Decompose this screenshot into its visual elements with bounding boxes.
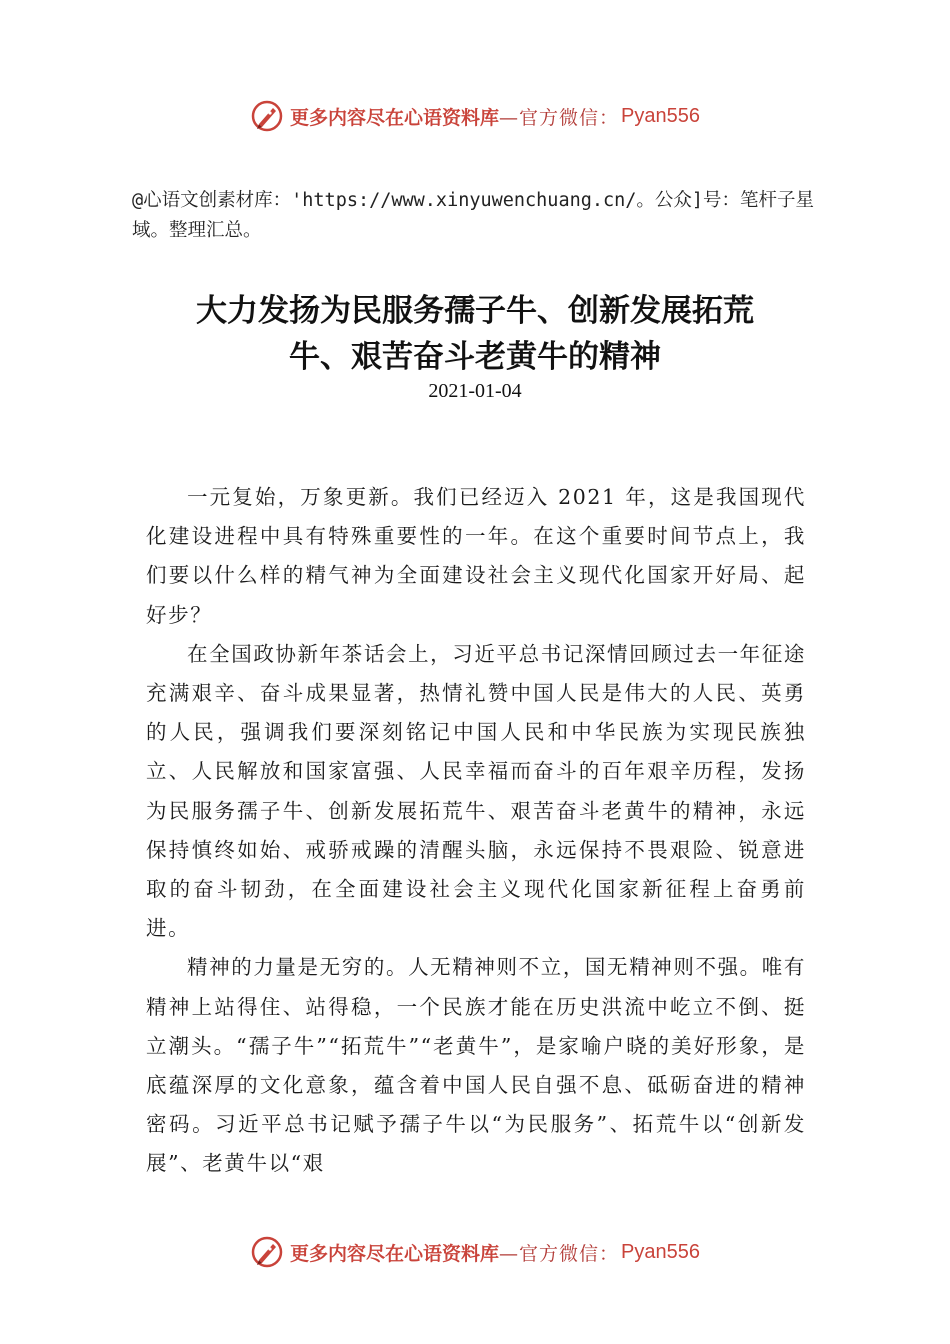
pen-logo-icon: [250, 99, 284, 133]
article-date: 2021-01-04: [428, 380, 522, 402]
banner-wechat-label: —官方微信：: [499, 1242, 620, 1265]
banner-wechat-id: Pyan556: [621, 1240, 700, 1263]
footer-banner: [0, 1232, 950, 1272]
banner-site-name: 更多内容尽在心语资料库: [290, 106, 500, 129]
source-note: @心语文创素材库：'https://www.xinyuwenchuang.cn/。公众]号：笔杆子星域。整理汇总。: [132, 190, 815, 241]
title-line-2: 牛、艰苦奋斗老黄牛的精神: [289, 339, 661, 375]
banner-site-name: 更多内容尽在心语资料库: [290, 1242, 500, 1265]
paragraph: 一元复始，万象更新。我们已经迈入 2021 年，这是我国现代化建设进程中具有特殊重要性的一年。在这个重要时间节点上，我们要以什么样的精气神为全面建设社会主义现代化国家开好局、起好步？: [146, 485, 806, 627]
article-body: [146, 478, 806, 1184]
header-banner: [0, 96, 950, 136]
banner-wechat-label: —官方微信：: [499, 106, 620, 129]
paragraph: 精神的力量是无穷的。人无精神则不立，国无精神则不强。唯有精神上站得住、站得稳，一个民族才能在历史洪流中屹立不倒、挺立潮头。“孺子牛”“拓荒牛”“老黄牛”，是家喻户晓的美好形象，是底蕴深厚的文化意象，蕴含着中国人民自强不息、砥砺奋进的精神密码。习近平总书记赋予孺子牛以“为民服务”、拓荒牛以“创新发展”、老黄牛以“艰: [146, 955, 806, 1176]
paragraph: 在全国政协新年茶话会上，习近平总书记深情回顾过去一年征途充满艰辛、奋斗成果显著，热情礼赞中国人民是伟大的人民、英勇的人民，强调我们要深刻铭记中国人民和中华民族为实现民族独立、人民解放和国家富强、人民幸福而奋斗的百年艰辛历程，发扬为民服务孺子牛、创新发展拓荒牛、艰苦奋斗老黄牛的精神，永远保持慎终如始、戒骄戒躁的清醒头脑，永远保持不畏艰险、锐意进取的奋斗韧劲，在全面建设社会主义现代化国家新征程上奋勇前进。: [146, 641, 806, 941]
banner-wechat-id: Pyan556: [621, 104, 700, 127]
pen-logo-icon: [250, 1235, 284, 1269]
title-line-1: 大力发扬为民服务孺子牛、创新发展拓荒: [196, 293, 754, 329]
article-title: [150, 288, 800, 380]
